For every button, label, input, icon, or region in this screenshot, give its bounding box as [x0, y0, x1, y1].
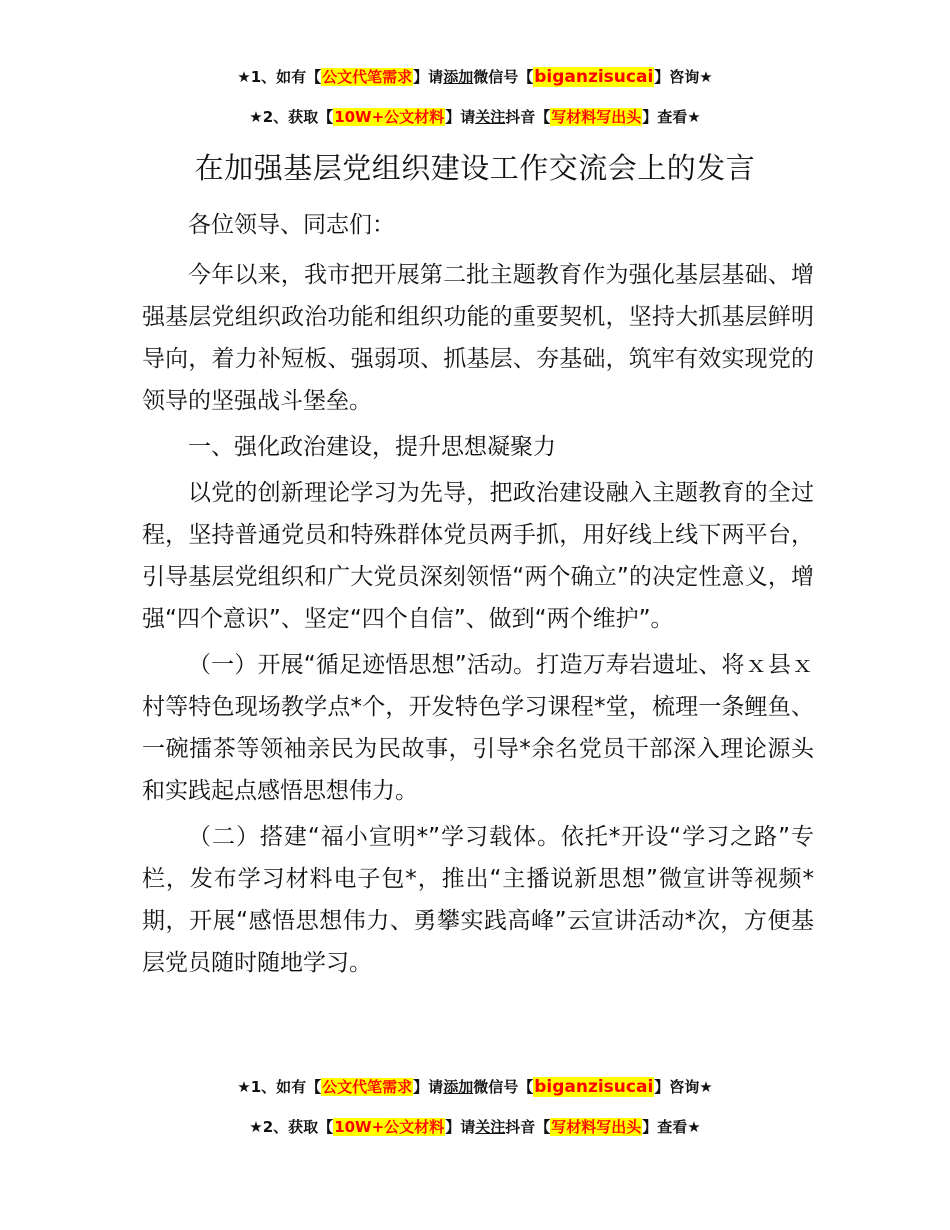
banner-text: ★2、获取【 [249, 1118, 334, 1136]
wechat-id: biganzisucai [534, 1077, 654, 1097]
underlined-text: 关注 [475, 108, 506, 126]
document-title: 在加强基层党组织建设工作交流会上的发言 [194, 151, 756, 185]
banner-text: 】请 [445, 1118, 476, 1136]
underlined-text: 关注 [475, 1118, 506, 1136]
underlined-text: 添加 [443, 1078, 474, 1096]
banner-text: 抖音【 [505, 108, 551, 126]
highlight-materials: 10W+公文材料 [334, 108, 445, 126]
underlined-text: 添加 [443, 68, 474, 86]
bottom-banner-line-2 [0, 1116, 950, 1138]
banner-text: 抖音【 [505, 1118, 551, 1136]
banner-text: ★1、如有【 [237, 68, 322, 86]
top-banner-line-1 [0, 66, 950, 88]
bottom-banner-line-1 [0, 1076, 950, 1098]
banner-text: 】咨询★ [654, 1078, 713, 1096]
top-banner-line-2 [0, 106, 950, 128]
banner-text: 】请 [413, 1078, 444, 1096]
highlight-service: 公文代笔需求 [322, 68, 413, 86]
banner-text: 微信号【 [473, 1078, 534, 1096]
intro-paragraph: 今年以来，我市把开展第二批主题教育作为强化基层基础、增强基层党组织政治功能和组织功能的重要契机，坚持大抓基层鲜明导向，着力补短板、强弱项、抓基层、夯基础，筑牢有效实现党的领导的坚强战斗堡垒。 [142, 262, 814, 414]
banner-text: 微信号【 [473, 68, 534, 86]
item-paragraph-1: （一）开展“循足迹悟思想”活动。打造万寿岩遗址、将ｘ县ｘ村等特色现场教学点*个，开发特色学习课程*堂，梳理一条鲤鱼、一碗擂茶等领袖亲民为民故事，引导*余名党员干部深入理论源头和实践起点感悟思想伟力。 [142, 652, 814, 804]
greeting: 各位领导、同志们： [188, 212, 395, 238]
highlight-materials: 10W+公文材料 [334, 1118, 445, 1136]
banner-text: ★1、如有【 [237, 1078, 322, 1096]
banner-text: 】请 [445, 108, 476, 126]
douyin-account: 写材料写出头 [551, 108, 642, 126]
douyin-account: 写材料写出头 [551, 1118, 642, 1136]
banner-text: 】咨询★ [654, 68, 713, 86]
banner-text: ★2、获取【 [249, 108, 334, 126]
banner-text: 】请 [413, 68, 444, 86]
banner-text: 】查看★ [642, 108, 701, 126]
section-paragraph: 以党的创新理论学习为先导，把政治建设融入主题教育的全过程，坚持普通党员和特殊群体党员两手抓，用好线上线下两平台，引导基层党组织和广大党员深刻领悟“两个确立”的决定性意义，增强“四个意识”、坚定“四个自信”、做到“两个维护”。 [142, 480, 814, 632]
wechat-id: biganzisucai [534, 67, 654, 87]
highlight-service: 公文代笔需求 [322, 1078, 413, 1096]
item-paragraph-2: （二）搭建“福小宣明*”学习载体。依托*开设“学习之路”专栏，发布学习材料电子包*，推出“主播说新思想”微宣讲等视频*期，开展“感悟思想伟力、勇攀实践高峰”云宣讲活动*次，方便基层党员随时随地学习。 [142, 824, 814, 976]
document-body [142, 204, 814, 988]
banner-text: 】查看★ [642, 1118, 701, 1136]
section-heading: 一、强化政治建设，提升思想凝聚力 [188, 434, 556, 460]
